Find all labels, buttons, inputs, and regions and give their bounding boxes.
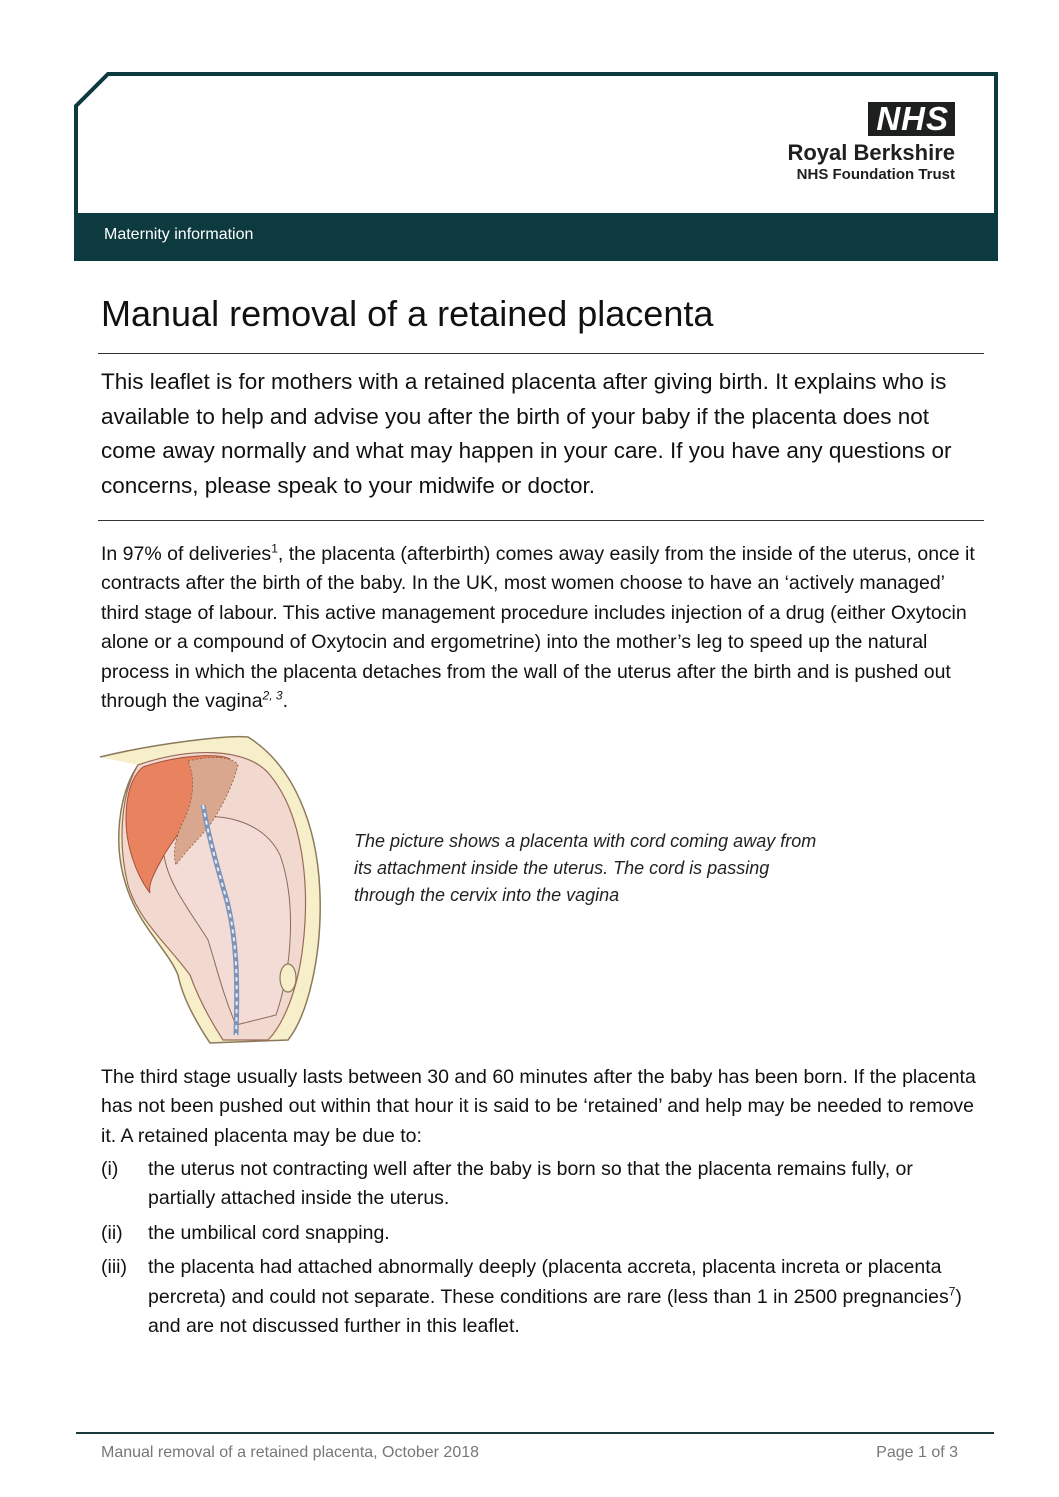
reference-superscript: 7 — [948, 1284, 956, 1299]
intro-paragraph: This leaflet is for mothers with a retained placenta after giving birth. It explains who is available to help and advise you after the birth of your baby if the placenta does not come away normally and what may happen in your care. If you have any questions or concerns, please speak to your midwife or doctor. — [101, 369, 952, 498]
footer-document-title: Manual removal of a retained placenta, October 2018 — [101, 1444, 480, 1461]
trust-subtitle: NHS Foundation Trust — [796, 166, 955, 183]
list-item-number: (i) — [101, 1158, 119, 1180]
footer-page-number: Page 1 of 3 — [876, 1444, 958, 1461]
title-divider — [98, 353, 984, 354]
section-label: Maternity information — [104, 226, 254, 243]
list-item — [101, 1155, 981, 1214]
uterus-placenta-illustration — [98, 735, 324, 1045]
header-card — [74, 72, 1000, 261]
list-item-number: (iii) — [101, 1256, 127, 1279]
trust-name: Royal Berkshire — [787, 140, 955, 165]
paragraph-text: . — [282, 690, 288, 713]
list-item-text: the placenta had attached abnormally deeply (placenta accreta, placenta increta or placenta percreta) and could not separate. These conditions are rare (less than 1 in 2500 pregnancies — [148, 1256, 949, 1308]
list-item-text: the umbilical cord snapping. — [148, 1221, 390, 1244]
footer-divider — [76, 1432, 994, 1434]
list-item-number: (ii) — [101, 1221, 123, 1244]
reference-superscript: 2, 3 — [262, 688, 283, 703]
intro-divider — [98, 520, 984, 521]
paragraph-text: , the placenta (afterbirth) comes away easily from the inside of the uterus, once it contracts after the birth of the baby. In the UK, most women choose to have an ‘actively managed’ third stage of labour. This active management procedure includes injection of a drug (either Oxytocin alone or a compound of Oxytocin and ergometrine) into the mother’s leg to speed up the natural process in which the placenta detaches from the wall of the uterus after the birth and is pushed out through the vagina — [101, 543, 975, 713]
page-title: Manual removal of a retained placenta — [101, 293, 714, 334]
reference-superscript: 1 — [271, 541, 278, 556]
list-item-text: the uterus not contracting well after the baby is born so that the placenta remains fully, or partially attached inside the uterus. — [148, 1158, 913, 1210]
list-item — [101, 1253, 981, 1341]
nhs-brand — [787, 102, 955, 184]
retained-placenta-reasons-list — [101, 1155, 981, 1346]
list-item — [101, 1219, 981, 1248]
nhs-logo: NHS — [868, 102, 955, 136]
list-item-text: ) and are not discussed further in this leaflet. — [148, 1285, 962, 1338]
paragraph-third-stage: The third stage usually lasts between 30 and 60 minutes after the baby has been born. If the placenta has not been pushed out within that hour it is said to be ‘retained’ and help may be needed to remove it. A retained placenta may be due to: — [101, 1066, 976, 1147]
paragraph-text: In 97% of deliveries — [101, 543, 272, 565]
paragraph-deliveries — [101, 540, 981, 716]
figure-caption: The picture shows a placenta with cord coming away from its attachment inside the uterus. The cord is passing through the cervix into the vagina — [354, 831, 817, 905]
